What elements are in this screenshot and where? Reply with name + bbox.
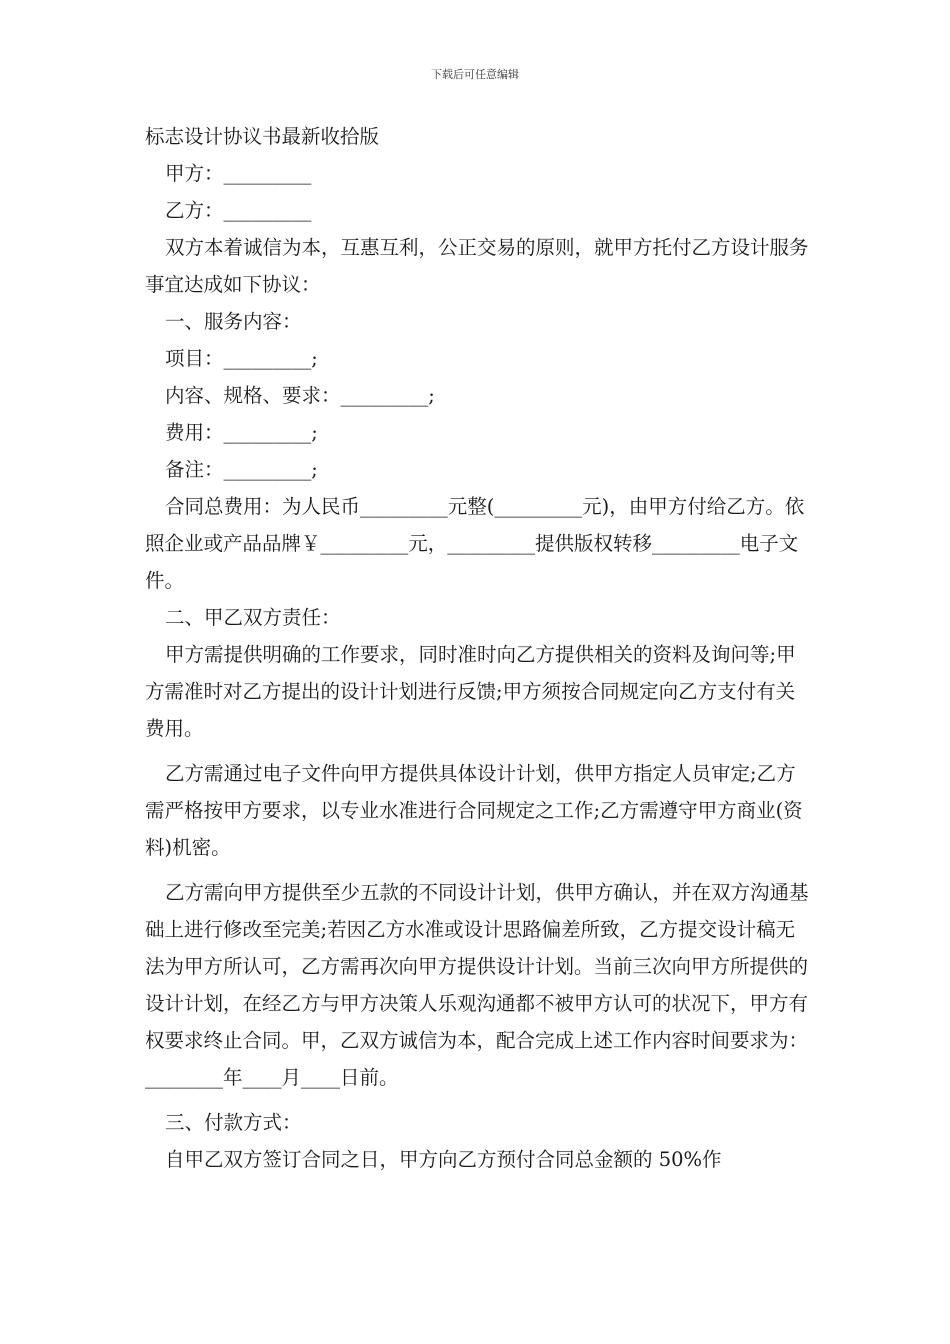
document-title: 标志设计协议书最新收拾版 bbox=[145, 125, 380, 148]
document-body bbox=[145, 118, 813, 1178]
duty-b2-paragraph: 乙方需向甲方提供至少五款的不同设计计划，供甲方确认，并在双方沟通基础上进行修改至完美;若因乙方水准或设计思路偏差所致，乙方提交设计稿无法为甲方所认可，乙方需再次向甲方提供设计计划。当前三次向甲方所提供的设计计划，在经乙方与甲方决策人乐观沟通都不被甲方认可的状况下，甲方有权要求终止合同。甲，乙双方诚信为本，配合完成上述工作内容时间要求为：________年____月____日前。 bbox=[145, 881, 809, 1089]
section-2-heading: 二、甲乙双方责任： bbox=[165, 606, 341, 629]
item-project: 项目：_________; bbox=[165, 347, 318, 370]
page-header: 下载后可任意编辑 bbox=[431, 68, 519, 81]
item-note: 备注：_________; bbox=[165, 458, 318, 481]
section-1-heading: 一、服务内容： bbox=[165, 310, 302, 333]
payment-paragraph: 自甲乙双方签订合同之日，甲方向乙方预付合同总金额的 50%作 bbox=[165, 1148, 722, 1171]
item-content: 内容、规格、要求：_________; bbox=[165, 384, 435, 407]
duty-a-paragraph: 甲方需提供明确的工作要求，同时准时向乙方提供相关的资料及询问等;甲方需准时对乙方提出的设计计划进行反馈;甲方须按合同规定向乙方支付有关费用。 bbox=[145, 643, 796, 740]
intro-paragraph: 双方本着诚信为本，互惠互利，公正交易的原则，就甲方托付乙方设计服务事宜达成如下协议： bbox=[145, 236, 809, 296]
section-3-heading: 三、付款方式： bbox=[165, 1111, 302, 1134]
party-a-line: 甲方：_________ bbox=[165, 162, 312, 185]
total-fee-paragraph: 合同总费用：为人民币_________元整(_________元)，由甲方付给乙方。依照企业或产品品牌￥_________元，_________提供版权转移_________电子文件。 bbox=[145, 495, 805, 592]
duty-b-paragraph: 乙方需通过电子文件向甲方提供具体设计计划，供甲方指定人员审定;乙方需严格按甲方要求，以专业水准进行合同规定之工作;乙方需遵守甲方商业(资料)机密。 bbox=[145, 762, 803, 859]
item-fee: 费用：_________; bbox=[165, 421, 318, 444]
party-b-line: 乙方：_________ bbox=[165, 199, 312, 222]
